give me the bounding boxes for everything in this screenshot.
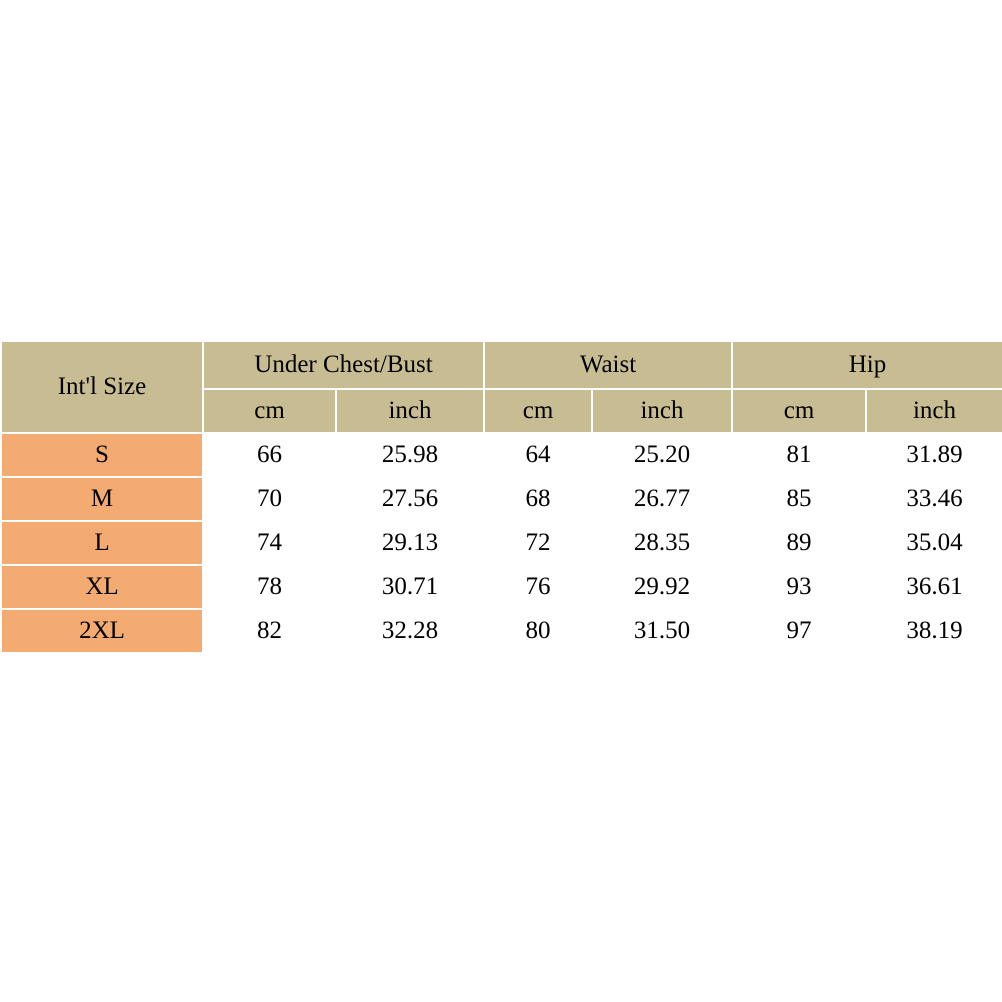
- header-group-hip: Hip: [732, 341, 1002, 389]
- cell-hip-inch: 36.61: [866, 565, 1002, 609]
- table-header: [1, 341, 1002, 433]
- cell-hip-inch: 33.46: [866, 477, 1002, 521]
- cell-hip-inch: 38.19: [866, 609, 1002, 653]
- cell-chest-inch: 29.13: [336, 521, 484, 565]
- row-size-label: XL: [1, 565, 203, 609]
- header-unit-waist-cm: cm: [484, 389, 592, 433]
- cell-waist-cm: 68: [484, 477, 592, 521]
- row-size-label: M: [1, 477, 203, 521]
- cell-chest-inch: 25.98: [336, 433, 484, 477]
- cell-chest-cm: 82: [203, 609, 336, 653]
- cell-waist-inch: 29.92: [592, 565, 732, 609]
- cell-chest-cm: 70: [203, 477, 336, 521]
- size-chart-container: [0, 340, 1002, 654]
- cell-waist-cm: 76: [484, 565, 592, 609]
- cell-waist-cm: 64: [484, 433, 592, 477]
- cell-hip-cm: 97: [732, 609, 866, 653]
- cell-waist-inch: 31.50: [592, 609, 732, 653]
- cell-waist-inch: 28.35: [592, 521, 732, 565]
- table-row: [1, 609, 1002, 653]
- table-row: [1, 477, 1002, 521]
- cell-hip-cm: 81: [732, 433, 866, 477]
- table-row: [1, 433, 1002, 477]
- header-row-groups: [1, 341, 1002, 389]
- cell-hip-inch: 35.04: [866, 521, 1002, 565]
- header-intl-size: Int'l Size: [1, 341, 203, 433]
- header-group-under-chest-bust: Under Chest/Bust: [203, 341, 484, 389]
- table-row: [1, 565, 1002, 609]
- row-size-label: S: [1, 433, 203, 477]
- cell-chest-cm: 74: [203, 521, 336, 565]
- size-chart-table: [0, 340, 1002, 654]
- cell-chest-inch: 32.28: [336, 609, 484, 653]
- cell-waist-inch: 25.20: [592, 433, 732, 477]
- header-unit-chest-cm: cm: [203, 389, 336, 433]
- cell-chest-inch: 30.71: [336, 565, 484, 609]
- cell-hip-inch: 31.89: [866, 433, 1002, 477]
- cell-chest-inch: 27.56: [336, 477, 484, 521]
- table-body: [1, 433, 1002, 653]
- row-size-label: 2XL: [1, 609, 203, 653]
- cell-hip-cm: 93: [732, 565, 866, 609]
- row-size-label: L: [1, 521, 203, 565]
- table-row: [1, 521, 1002, 565]
- header-unit-chest-inch: inch: [336, 389, 484, 433]
- header-unit-hip-inch: inch: [866, 389, 1002, 433]
- header-group-waist: Waist: [484, 341, 732, 389]
- header-unit-waist-inch: inch: [592, 389, 732, 433]
- header-unit-hip-cm: cm: [732, 389, 866, 433]
- cell-chest-cm: 78: [203, 565, 336, 609]
- cell-hip-cm: 85: [732, 477, 866, 521]
- cell-waist-inch: 26.77: [592, 477, 732, 521]
- cell-hip-cm: 89: [732, 521, 866, 565]
- cell-chest-cm: 66: [203, 433, 336, 477]
- cell-waist-cm: 72: [484, 521, 592, 565]
- cell-waist-cm: 80: [484, 609, 592, 653]
